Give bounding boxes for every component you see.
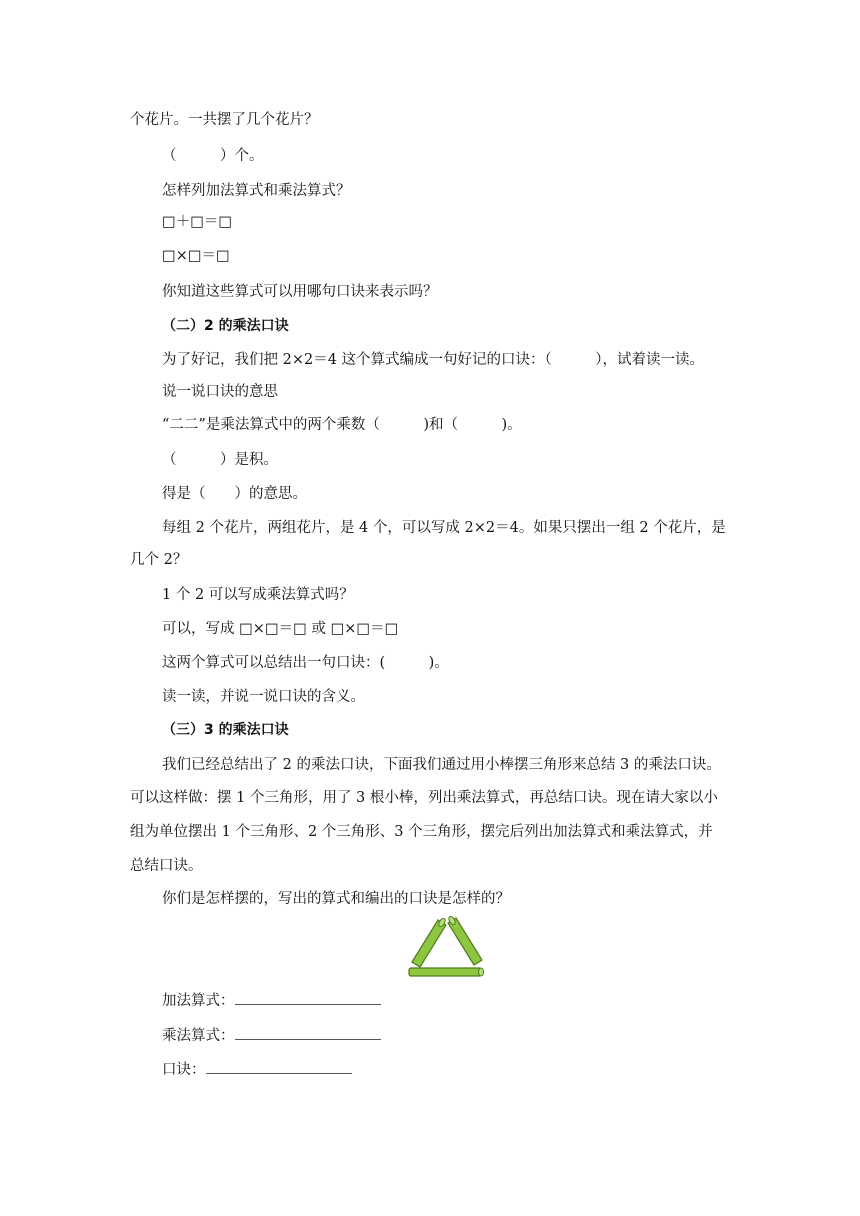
stick-bottom xyxy=(409,968,484,976)
mul-formula-row xyxy=(162,1025,381,1046)
text-line: 你们是怎样摆的，写出的算式和编出的口诀是怎样的？ xyxy=(162,891,510,907)
add-formula-row xyxy=(162,990,381,1011)
paragraph-line: 组为单位摆出 1 个三角形、2 个三角形、3 个三角形，摆完后列出加法算式和乘法算式，并 xyxy=(130,824,713,840)
add-formula-blank[interactable] xyxy=(235,990,381,1005)
text-line: 几个 2？ xyxy=(130,552,188,568)
rhyme-label: 口诀： xyxy=(162,1062,206,1078)
formula-line: □＋□＝□ xyxy=(162,214,233,230)
rhyme-row xyxy=(162,1059,352,1080)
text-line: 得是（ ）的意思。 xyxy=(162,486,307,502)
mul-formula-label: 乘法算式： xyxy=(162,1028,235,1044)
text-line: 怎样列加法算式和乘法算式？ xyxy=(162,183,351,199)
text-line: 为了好记，我们把 2×2＝4 这个算式编成一句好记的口诀：（ ），试着读一读。 xyxy=(162,352,705,368)
add-formula-label: 加法算式： xyxy=(162,993,235,1009)
text-line: （ ）个。 xyxy=(162,148,264,164)
paragraph-line: 可以这样做：摆 1 个三角形，用了 3 根小棒，列出乘法算式，再总结口诀。现在请大家以小 xyxy=(130,790,718,806)
text-line: 你知道这些算式可以用哪句口诀来表示吗？ xyxy=(162,284,438,300)
formula-line: □×□＝□ xyxy=(162,248,230,264)
section-heading: （三）3 的乘法口诀 xyxy=(162,722,289,738)
formula-line: 可以，写成 □×□＝□ 或 □×□＝□ xyxy=(162,621,399,637)
rhyme-blank[interactable] xyxy=(206,1059,352,1074)
text-line: 每组 2 个花片，两组花片，是 4 个，可以写成 2×2＝4。如果只摆出一组 2 个花片，是 xyxy=(162,520,726,536)
stick-triangle-image xyxy=(400,915,490,980)
text-line: 读一读，并说一说口诀的含义。 xyxy=(162,689,365,705)
mul-formula-blank[interactable] xyxy=(235,1025,381,1040)
text-line: 这两个算式可以总结出一句口诀：( )。 xyxy=(162,655,449,671)
text-line: 个花片。一共摆了几个花片？ xyxy=(130,112,319,128)
stick-right xyxy=(447,915,482,965)
stick-left xyxy=(412,917,447,967)
text-line: 1 个 2 可以写成乘法算式吗？ xyxy=(162,587,354,603)
text-line: （ ）是积。 xyxy=(162,452,278,468)
text-line: 说一说口诀的意思 xyxy=(162,384,278,400)
text-line: “二二”是乘法算式中的两个乘数（ )和（ )。 xyxy=(162,417,522,433)
paragraph-line: 总结口诀。 xyxy=(130,858,203,874)
paragraph-line: 我们已经总结出了 2 的乘法口诀，下面我们通过用小棒摆三角形来总结 3 的乘法口诀。 xyxy=(162,757,721,773)
section-heading: （二）2 的乘法口诀 xyxy=(162,318,289,334)
